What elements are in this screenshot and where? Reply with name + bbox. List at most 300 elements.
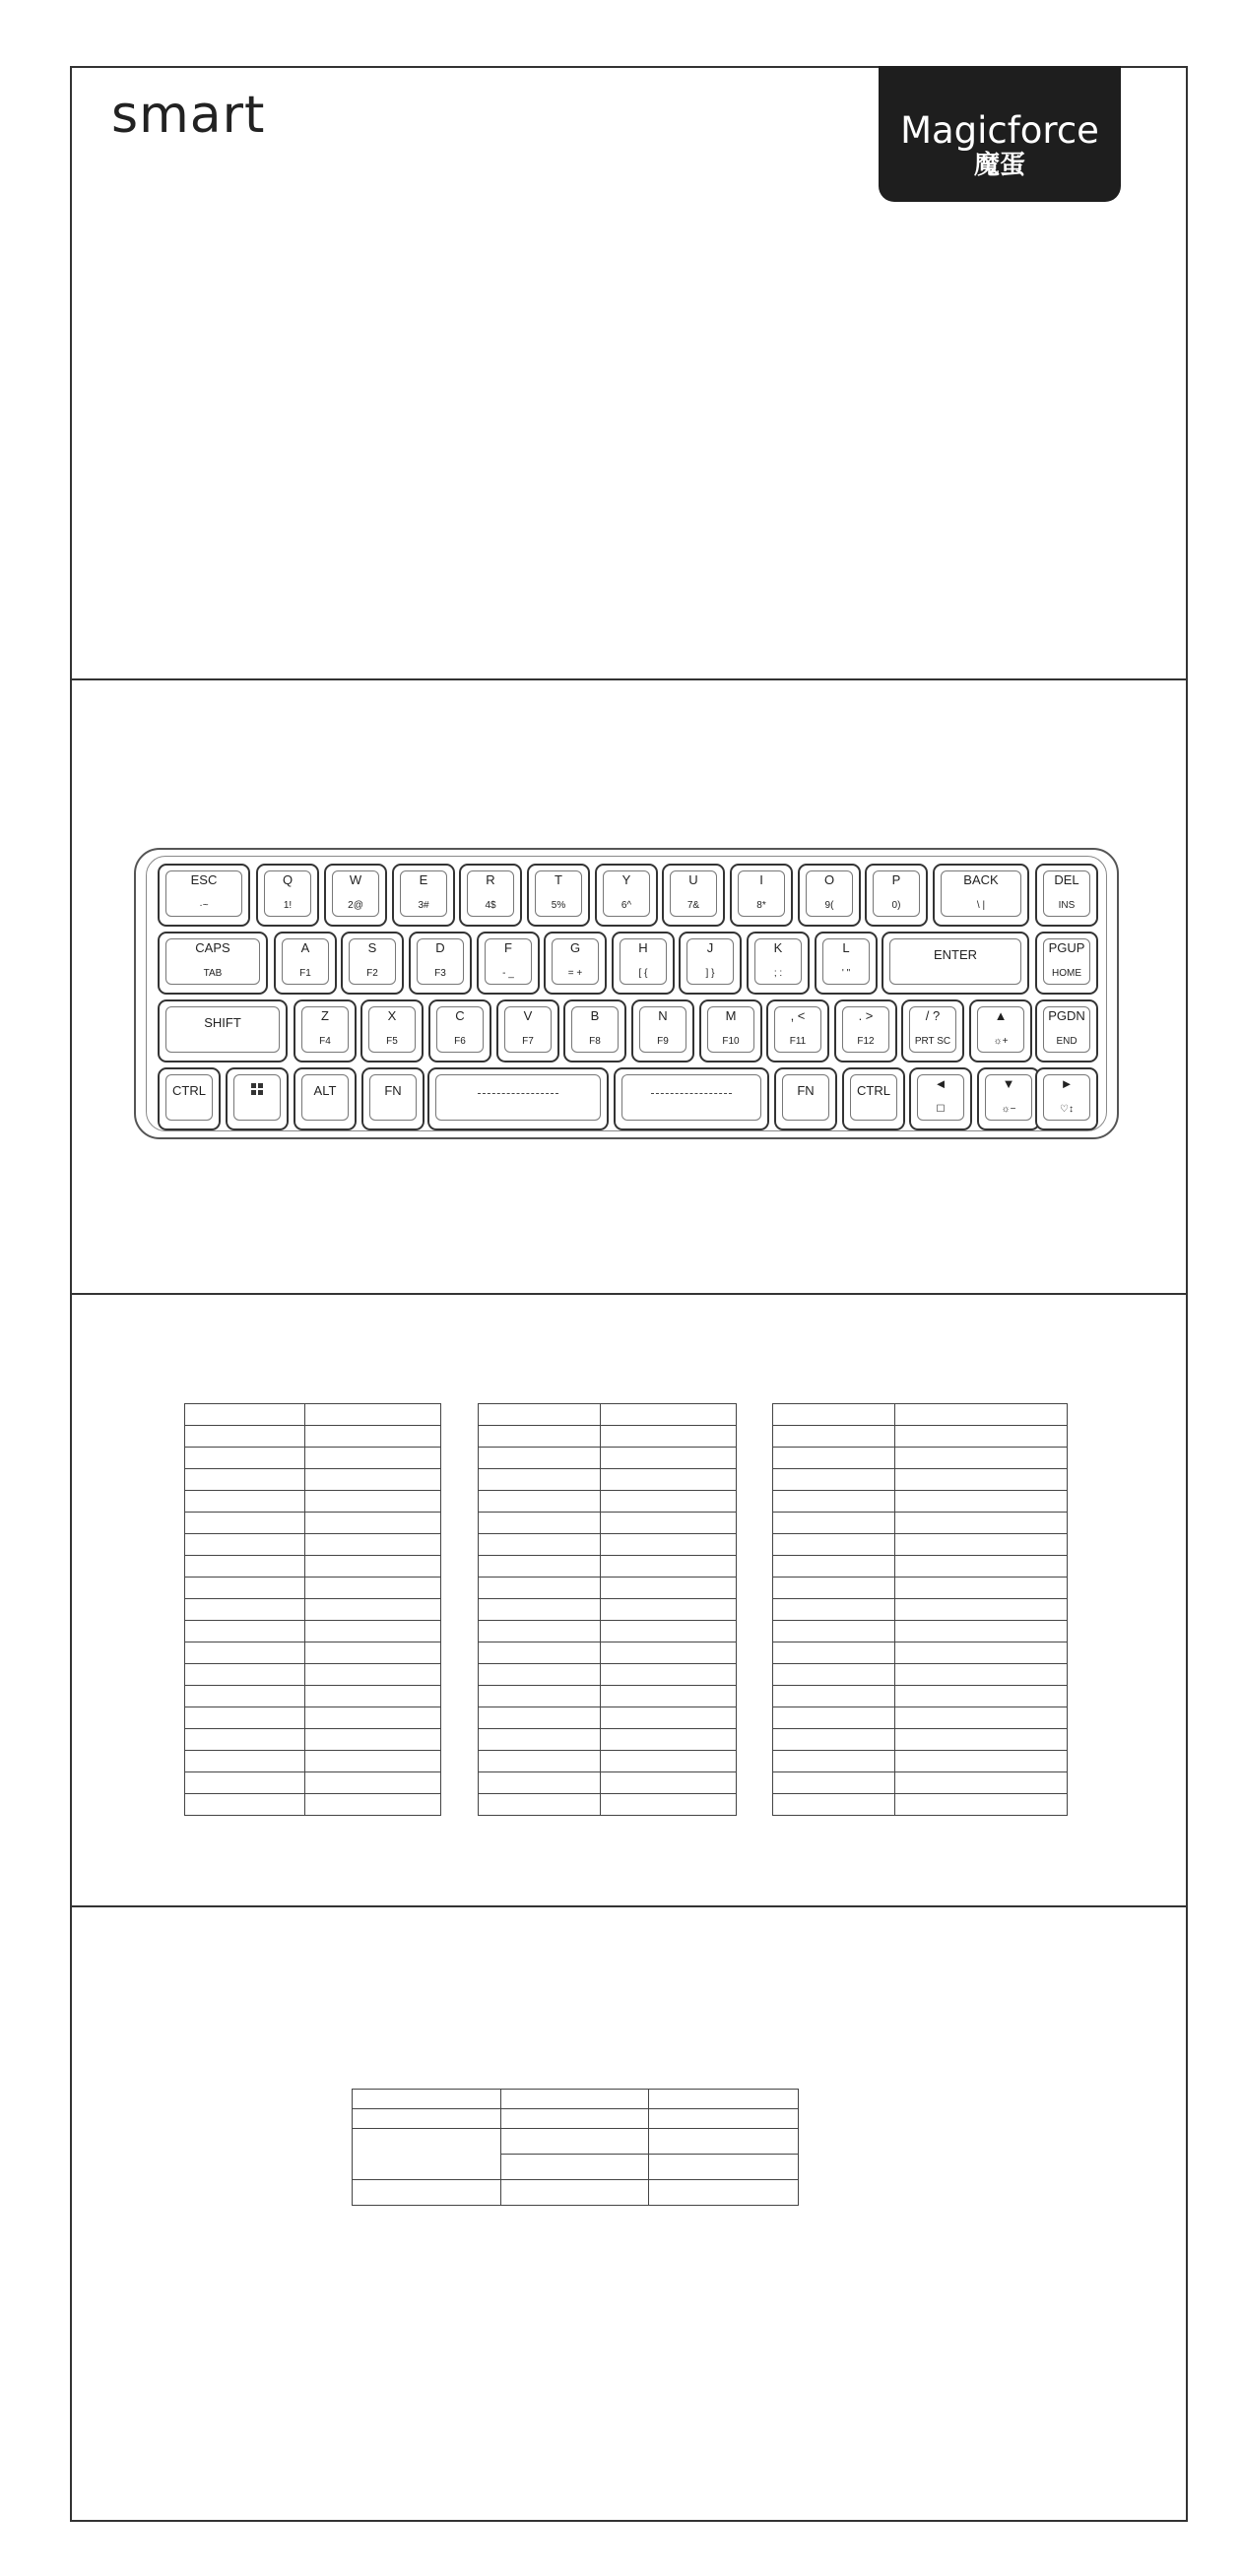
table-row <box>479 1621 737 1642</box>
key-top-label: N <box>658 1008 668 1023</box>
key-bottom-label: TAB <box>203 968 223 979</box>
key-top-label: PGUP <box>1048 940 1085 955</box>
key-top-label: L <box>842 940 850 955</box>
table-cell <box>185 1707 305 1729</box>
table-cell <box>895 1448 1068 1469</box>
key-m <box>699 999 762 1063</box>
key-j <box>679 932 742 995</box>
table-row <box>773 1491 1068 1513</box>
table-row <box>479 1404 737 1426</box>
key-bottom-label: 2@ <box>348 900 363 911</box>
mapping-table-2 <box>478 1403 737 1816</box>
table-cell <box>479 1404 601 1426</box>
table-row <box>479 1448 737 1469</box>
table-cell <box>895 1404 1068 1426</box>
key-top-label: ▼ <box>1002 1076 1015 1091</box>
key-h <box>612 932 675 995</box>
table-cell <box>773 1707 895 1729</box>
table-cell <box>601 1729 737 1751</box>
table-row <box>773 1448 1068 1469</box>
brand-logo <box>879 66 1121 202</box>
table-cell <box>479 1621 601 1642</box>
key-l <box>815 932 878 995</box>
table-cell <box>305 1404 441 1426</box>
table-cell <box>305 1578 441 1599</box>
key-top-label: FN <box>797 1083 815 1098</box>
key-top-label: PGDN <box>1048 1008 1085 1023</box>
table-cell <box>305 1513 441 1534</box>
key-top-label: CTRL <box>857 1083 890 1098</box>
key-bottom-label: F8 <box>589 1036 601 1047</box>
brand-name: Magicforce <box>900 109 1099 152</box>
table-cell <box>601 1686 737 1707</box>
key-symbol <box>901 999 964 1063</box>
key-bottom-label: ♡↕ <box>1060 1104 1074 1115</box>
table-cell <box>305 1664 441 1686</box>
table-cell <box>479 1469 601 1491</box>
table-cell <box>895 1642 1068 1664</box>
key-y <box>595 864 658 927</box>
table-cell <box>305 1599 441 1621</box>
table-cell <box>305 1707 441 1729</box>
table-cell <box>601 1469 737 1491</box>
table-row <box>185 1491 441 1513</box>
table-cell <box>185 1664 305 1686</box>
table-cell <box>479 1599 601 1621</box>
table-row <box>185 1404 441 1426</box>
mode-table <box>352 2089 799 2206</box>
table-cell <box>479 1448 601 1469</box>
table-row <box>479 1599 737 1621</box>
table-cell <box>185 1729 305 1751</box>
table-cell <box>895 1664 1068 1686</box>
table-cell <box>773 1599 895 1621</box>
key-enter <box>882 932 1029 995</box>
key-o <box>798 864 861 927</box>
table-row <box>185 1772 441 1794</box>
table-row <box>773 1642 1068 1664</box>
key-bottom-label: 5% <box>551 900 566 911</box>
table-cell <box>479 1729 601 1751</box>
table-cell <box>601 1794 737 1816</box>
key-bottom-label: 0) <box>891 900 901 911</box>
key-v <box>496 999 559 1063</box>
table-row <box>185 1664 441 1686</box>
key-bottom-label: 7& <box>686 900 700 911</box>
key-top-label: U <box>688 872 698 887</box>
table-cell <box>479 1794 601 1816</box>
table-cell <box>773 1534 895 1556</box>
key-top-label: K <box>773 940 783 955</box>
table-cell <box>601 1534 737 1556</box>
spacebar-line <box>478 1093 558 1094</box>
key-caps <box>158 932 268 995</box>
key-k <box>747 932 810 995</box>
table-cell <box>479 1751 601 1772</box>
key-top-label: O <box>823 872 835 887</box>
table-cell <box>773 1621 895 1642</box>
key-bottom-label: F11 <box>789 1036 807 1047</box>
key-u <box>662 864 725 927</box>
table-cell <box>895 1794 1068 1816</box>
table-row <box>185 1556 441 1578</box>
table-row <box>773 1621 1068 1642</box>
table-cell <box>773 1448 895 1469</box>
key-esc <box>158 864 250 927</box>
table-cell <box>305 1751 441 1772</box>
table-cell <box>773 1751 895 1772</box>
key-bottom-label: ; : <box>773 968 783 979</box>
table-row <box>479 1556 737 1578</box>
key-i <box>730 864 793 927</box>
table-cell <box>773 1794 895 1816</box>
table-cell <box>305 1686 441 1707</box>
key-d <box>409 932 472 995</box>
table-cell <box>185 1491 305 1513</box>
table-row <box>773 1513 1068 1534</box>
key-s <box>341 932 404 995</box>
table-row <box>773 1426 1068 1448</box>
page-title: smart <box>111 86 266 145</box>
windows-icon <box>251 1083 263 1095</box>
key-bottom-label: 6^ <box>620 900 632 911</box>
key-fn <box>361 1067 425 1130</box>
table-row <box>773 1556 1068 1578</box>
table-cell <box>479 1772 601 1794</box>
key-top-label: SHIFT <box>204 1015 241 1030</box>
table-cell <box>773 1729 895 1751</box>
table-cell <box>601 1426 737 1448</box>
key-bottom-label: F9 <box>657 1036 669 1047</box>
key-bottom-label: F12 <box>857 1036 875 1047</box>
table-row <box>773 1599 1068 1621</box>
key-n <box>631 999 694 1063</box>
table-cell <box>601 1664 737 1686</box>
table-row <box>773 1534 1068 1556</box>
key-top-label: / ? <box>925 1008 941 1023</box>
table-row <box>773 1772 1068 1794</box>
table-row <box>479 1664 737 1686</box>
key-bottom-label: F1 <box>299 968 311 979</box>
table-row <box>479 1513 737 1534</box>
table-row <box>773 1404 1068 1426</box>
key-top-label: B <box>590 1008 600 1023</box>
key-bottom-label: ·~ <box>199 900 209 911</box>
key-t <box>527 864 590 927</box>
key-bottom-label: F7 <box>522 1036 534 1047</box>
key-top-label: H <box>638 940 648 955</box>
mapping-panel <box>70 1293 1188 1907</box>
key-ctrl <box>158 1067 221 1130</box>
key-bottom-label: INS <box>1058 900 1076 911</box>
table-cell <box>895 1491 1068 1513</box>
table-cell <box>479 1426 601 1448</box>
table-cell <box>773 1426 895 1448</box>
table-cell <box>185 1642 305 1664</box>
table-row <box>185 1707 441 1729</box>
key-bottom-label: F2 <box>366 968 378 979</box>
key-top-label: ENTER <box>933 947 978 962</box>
table-cell <box>773 1686 895 1707</box>
table-cell <box>305 1729 441 1751</box>
table-cell <box>601 1707 737 1729</box>
table-row <box>185 1794 441 1816</box>
key-bottom-label: ☐ <box>936 1104 946 1115</box>
key-top-label: G <box>569 940 581 955</box>
key-bottom-label: F10 <box>722 1036 740 1047</box>
table-cell <box>895 1556 1068 1578</box>
key-bottom-label: END <box>1056 1036 1078 1047</box>
table-row <box>479 1751 737 1772</box>
key-top-label: Z <box>321 1008 329 1023</box>
table-cell <box>479 1642 601 1664</box>
key-pgup <box>1035 932 1098 995</box>
key-bottom-label: = + <box>567 968 583 979</box>
mode-panel <box>70 1905 1188 2522</box>
table-cell <box>773 1513 895 1534</box>
table-cell <box>185 1534 305 1556</box>
table-cell <box>601 1513 737 1534</box>
table-cell <box>185 1469 305 1491</box>
key-a <box>274 932 337 995</box>
key-z <box>294 999 357 1063</box>
key-top-label: P <box>891 872 901 887</box>
table-cell <box>895 1751 1068 1772</box>
table-row <box>479 1772 737 1794</box>
key-top-label: ESC <box>190 872 218 887</box>
table-cell <box>305 1426 441 1448</box>
table-cell <box>185 1556 305 1578</box>
key-top-label: V <box>523 1008 533 1023</box>
table-cell <box>185 1621 305 1642</box>
table-cell <box>479 1534 601 1556</box>
key-bottom-label: PRT SC <box>914 1036 951 1047</box>
table-row <box>185 1534 441 1556</box>
key-bottom-label: HOME <box>1052 968 1081 979</box>
key-c <box>428 999 491 1063</box>
key-bottom-label: \ | <box>976 900 986 911</box>
key-bottom-label: 4$ <box>485 900 496 911</box>
table-cell <box>185 1404 305 1426</box>
table-cell <box>601 1556 737 1578</box>
key-top-label: F <box>504 940 512 955</box>
table-cell <box>305 1642 441 1664</box>
key-top-label: X <box>387 1008 397 1023</box>
key-top-label: CAPS <box>195 940 230 955</box>
key-symbol <box>969 999 1032 1063</box>
table-row <box>185 1513 441 1534</box>
key-bottom-label: F3 <box>434 968 446 979</box>
keyboard-diagram <box>134 848 1119 1139</box>
table-row <box>773 1751 1068 1772</box>
key-e <box>392 864 455 927</box>
table-row <box>353 2180 799 2206</box>
key-r <box>459 864 522 927</box>
table-cell <box>479 1578 601 1599</box>
key-top-label: BACK <box>963 872 999 887</box>
key-bottom-label: 9( <box>824 900 834 911</box>
table-cell <box>185 1426 305 1448</box>
table-cell <box>185 1599 305 1621</box>
key-back <box>933 864 1029 927</box>
key-symbol <box>909 1067 972 1130</box>
key-w <box>324 864 387 927</box>
key-bottom-label: F4 <box>319 1036 331 1047</box>
brand-name-cn: 魔蛋 <box>973 151 1025 180</box>
key-fn <box>774 1067 837 1130</box>
table-row <box>773 1664 1068 1686</box>
key-top-label: T <box>555 872 562 887</box>
key-top-label: C <box>455 1008 465 1023</box>
key-p <box>865 864 928 927</box>
key-top-label: CTRL <box>172 1083 206 1098</box>
key-bottom-label: ' " <box>841 968 851 979</box>
key-top-label: R <box>486 872 495 887</box>
key-top-label: S <box>367 940 377 955</box>
table-row <box>353 2090 799 2109</box>
key-bottom-label: - _ <box>502 968 514 979</box>
table-cell <box>895 1729 1068 1751</box>
table-cell <box>601 1491 737 1513</box>
table-cell <box>895 1426 1068 1448</box>
key-top-label: J <box>706 940 714 955</box>
key-top-label: ◄ <box>934 1076 947 1091</box>
spacebar-line <box>651 1093 732 1094</box>
key-top-label: Q <box>282 872 294 887</box>
table-cell <box>773 1404 895 1426</box>
table-cell <box>773 1664 895 1686</box>
key-g <box>544 932 607 995</box>
key-windows-icon <box>226 1067 289 1130</box>
table-row <box>185 1448 441 1469</box>
table-cell <box>773 1772 895 1794</box>
table-row <box>773 1794 1068 1816</box>
key-symbol <box>1035 1067 1098 1130</box>
key-top-label: W <box>349 872 362 887</box>
table-row <box>185 1578 441 1599</box>
table-row <box>773 1469 1068 1491</box>
table-row <box>479 1686 737 1707</box>
key-bottom-label: ☼− <box>1001 1104 1016 1115</box>
key-shift <box>158 999 288 1063</box>
table-cell <box>601 1751 737 1772</box>
table-cell <box>305 1469 441 1491</box>
key-top-label: A <box>300 940 310 955</box>
table-cell <box>185 1751 305 1772</box>
table-cell <box>773 1469 895 1491</box>
key-top-label: ► <box>1060 1076 1074 1091</box>
table-cell <box>601 1578 737 1599</box>
keyboard-panel <box>70 678 1188 1295</box>
key-top-label: M <box>725 1008 737 1023</box>
table-cell <box>305 1556 441 1578</box>
table-row <box>185 1686 441 1707</box>
table-cell <box>479 1686 601 1707</box>
key-bottom-label: 3# <box>418 900 429 911</box>
table-row <box>185 1599 441 1621</box>
key-pgdn <box>1035 999 1098 1063</box>
table-cell <box>479 1491 601 1513</box>
table-cell <box>773 1642 895 1664</box>
key-ctrl <box>842 1067 905 1130</box>
key-del <box>1035 864 1098 927</box>
table-cell <box>895 1578 1068 1599</box>
table-cell <box>305 1534 441 1556</box>
table-cell <box>479 1556 601 1578</box>
key-alt <box>294 1067 357 1130</box>
table-cell <box>305 1621 441 1642</box>
table-row <box>479 1794 737 1816</box>
table-row <box>479 1642 737 1664</box>
table-row <box>479 1578 737 1599</box>
key-space-line <box>427 1067 609 1130</box>
table-cell <box>895 1772 1068 1794</box>
key-top-label: ALT <box>313 1083 337 1098</box>
table-cell <box>895 1599 1068 1621</box>
key-bottom-label: F5 <box>386 1036 398 1047</box>
table-row <box>185 1621 441 1642</box>
table-row <box>773 1707 1068 1729</box>
key-top-label: Y <box>621 872 631 887</box>
table-cell <box>479 1664 601 1686</box>
table-cell <box>601 1772 737 1794</box>
table-cell <box>601 1448 737 1469</box>
table-cell <box>305 1794 441 1816</box>
table-row <box>773 1729 1068 1751</box>
mapping-table-3 <box>772 1403 1068 1816</box>
key-top-label: ▲ <box>994 1008 1008 1023</box>
table-row <box>185 1751 441 1772</box>
table-cell <box>185 1513 305 1534</box>
table-cell <box>601 1404 737 1426</box>
key-q <box>256 864 319 927</box>
table-cell <box>895 1686 1068 1707</box>
table-row <box>773 1686 1068 1707</box>
table-cell <box>895 1513 1068 1534</box>
key-bottom-label: ] } <box>705 968 715 979</box>
key-top-label: , < <box>790 1008 806 1023</box>
table-cell <box>305 1448 441 1469</box>
key-x <box>360 999 424 1063</box>
table-row <box>185 1469 441 1491</box>
key-f <box>477 932 540 995</box>
key-top-label: FN <box>384 1083 402 1098</box>
table-cell <box>305 1772 441 1794</box>
table-row <box>479 1729 737 1751</box>
key-bottom-label: [ { <box>638 968 648 979</box>
table-row <box>479 1469 737 1491</box>
key-space-line <box>614 1067 769 1130</box>
table-row <box>479 1426 737 1448</box>
key-symbol <box>977 1067 1040 1130</box>
table-cell <box>185 1794 305 1816</box>
table-cell <box>895 1534 1068 1556</box>
key-top-label: E <box>419 872 428 887</box>
key-top-label: D <box>435 940 445 955</box>
table-row <box>353 2129 799 2155</box>
table-row <box>479 1534 737 1556</box>
table-cell <box>895 1469 1068 1491</box>
table-row <box>353 2109 799 2129</box>
table-cell <box>601 1642 737 1664</box>
table-cell <box>479 1513 601 1534</box>
key-bottom-label: 8* <box>756 900 766 911</box>
table-cell <box>305 1491 441 1513</box>
table-cell <box>185 1772 305 1794</box>
table-row <box>773 1578 1068 1599</box>
table-cell <box>479 1707 601 1729</box>
table-cell <box>895 1707 1068 1729</box>
